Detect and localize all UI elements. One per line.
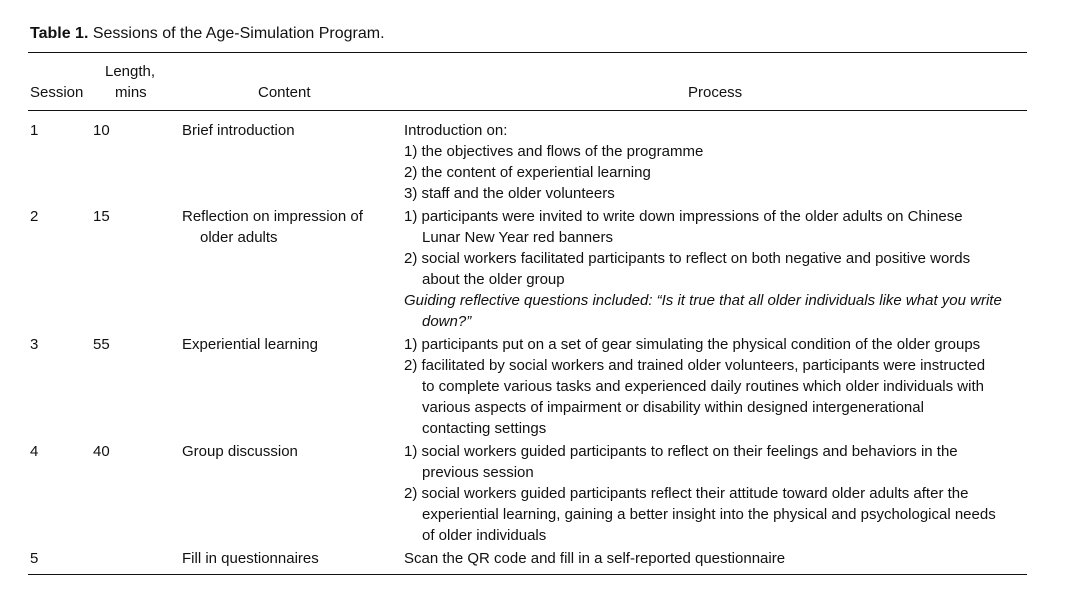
table-row bbox=[0, 546, 1065, 569]
cell-content bbox=[182, 441, 397, 462]
header-length-line1: Length, bbox=[105, 63, 156, 80]
process-line: 2) social workers guided participants reflect their attitude toward older adults after the bbox=[404, 485, 969, 502]
content-line: Brief introduction bbox=[182, 122, 295, 139]
process-line: of older individuals bbox=[422, 527, 547, 544]
process-line: Scan the QR code and fill in a self-reported questionnaire bbox=[404, 550, 786, 567]
table-title: Sessions of the Age-Simulation Program. bbox=[92, 25, 385, 42]
process-line: about the older group bbox=[422, 271, 565, 288]
table-row bbox=[0, 332, 1065, 439]
cell-content bbox=[182, 120, 397, 141]
cell-length: 15 bbox=[93, 208, 110, 225]
cell-process bbox=[404, 120, 1044, 204]
cell-length: 55 bbox=[93, 336, 110, 353]
cell-session: 4 bbox=[30, 443, 39, 460]
content-line: Group discussion bbox=[182, 443, 298, 460]
table-label: Table 1. bbox=[30, 25, 89, 42]
content-line: Reflection on impression of bbox=[182, 208, 363, 225]
process-line: 1) participants were invited to write down impressions of the older adults on Chinese bbox=[404, 208, 963, 225]
process-line: 1) participants put on a set of gear simulating the physical condition of the older groups bbox=[404, 336, 981, 353]
cell-length: 40 bbox=[93, 443, 110, 460]
process-line: Introduction on: bbox=[404, 122, 508, 139]
process-line: various aspects of impairment or disability within designed intergenerational bbox=[422, 399, 924, 416]
cell-process bbox=[404, 334, 1044, 439]
table-row bbox=[0, 118, 1065, 204]
table-body bbox=[0, 118, 1065, 569]
header-length-line2: mins bbox=[115, 84, 147, 101]
cell-content bbox=[182, 334, 397, 355]
cell-session: 3 bbox=[30, 336, 39, 353]
cell-content bbox=[182, 548, 397, 569]
content-line: older adults bbox=[200, 229, 278, 246]
cell-content bbox=[182, 206, 397, 248]
process-line: previous session bbox=[422, 464, 534, 481]
process-line: 1) social workers guided participants to reflect on their feelings and behaviors in the bbox=[404, 443, 958, 460]
process-line: down?” bbox=[422, 313, 472, 330]
header-process: Process bbox=[688, 84, 743, 101]
table-row bbox=[0, 204, 1065, 332]
cell-session: 2 bbox=[30, 208, 39, 225]
bottom-rule bbox=[28, 574, 1027, 575]
cell-process bbox=[404, 548, 1044, 569]
header-session: Session bbox=[30, 84, 84, 101]
process-line: contacting settings bbox=[422, 420, 547, 437]
cell-process bbox=[404, 441, 1044, 546]
table-caption bbox=[30, 25, 385, 43]
cell-session: 1 bbox=[30, 122, 39, 139]
process-line: Guiding reflective questions included: “Is it true that all older individuals like what you write bbox=[404, 292, 1002, 309]
process-line: 2) facilitated by social workers and trained older volunteers, participants were instructed bbox=[404, 357, 986, 374]
process-line: to complete various tasks and experienced daily routines which older individuals with bbox=[422, 378, 984, 395]
header-rule bbox=[28, 110, 1027, 111]
process-line: 2) social workers facilitated participants to reflect on both negative and positive words bbox=[404, 250, 971, 267]
process-line: Lunar New Year red banners bbox=[422, 229, 613, 246]
cell-process bbox=[404, 206, 1044, 332]
process-line: experiential learning, gaining a better insight into the physical and psychological needs bbox=[422, 506, 996, 523]
cell-length: 10 bbox=[93, 122, 110, 139]
process-line: 2) the content of experiential learning bbox=[404, 164, 651, 181]
top-rule bbox=[28, 52, 1027, 53]
process-line: 3) staff and the older volunteers bbox=[404, 185, 615, 202]
content-line: Fill in questionnaires bbox=[182, 550, 319, 567]
header-content: Content bbox=[258, 84, 311, 101]
content-line: Experiential learning bbox=[182, 336, 318, 353]
table-row bbox=[0, 439, 1065, 546]
process-line: 1) the objectives and flows of the programme bbox=[404, 143, 704, 160]
cell-session: 5 bbox=[30, 550, 39, 567]
